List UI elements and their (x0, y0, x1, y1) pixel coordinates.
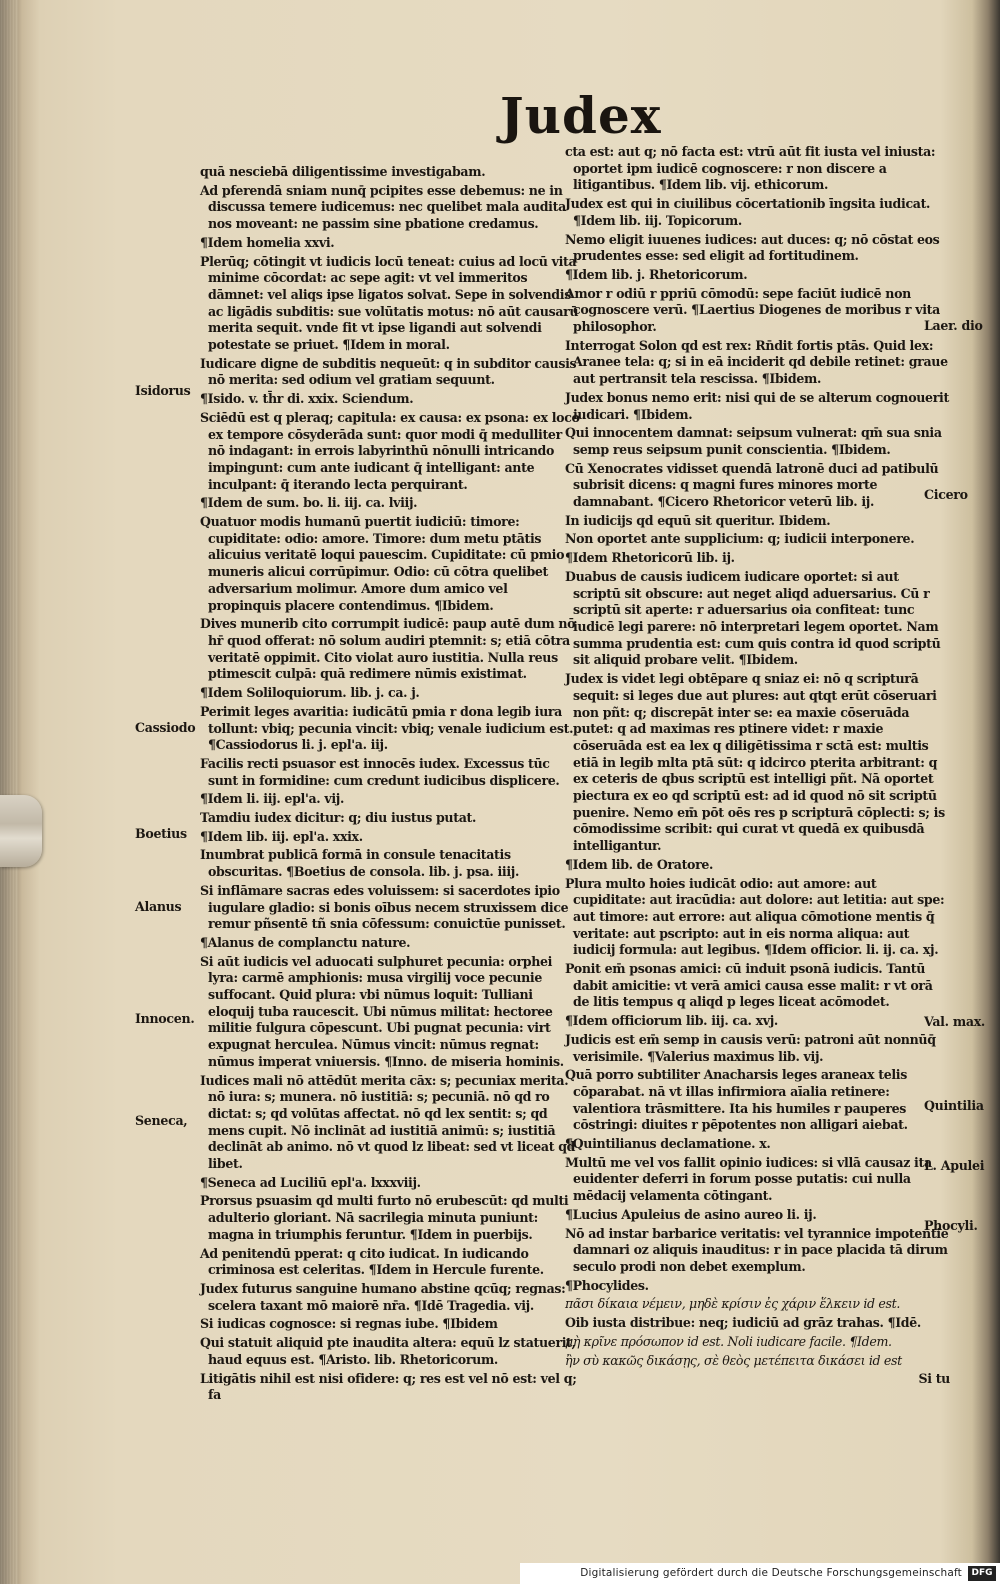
left-paragraph-17: Judex futurus sanguine humano abstine qcūq; regnas: scelera taxant mō maiorē nr̄a. ¶Idē Tragedia. vij. (200, 1281, 566, 1313)
right-paragraph-15: Judicis est em̄ semp in causis verū: patroni aūt nonnūq̄ verisimile. ¶Valerius maximus lib. vij. (565, 1031, 936, 1064)
right-paragraph-3: Nemo eligit iuuenes iudices: aut duces: q; nō cōstat eos prudentes esse: sed eligit ad fortitudinem. (565, 231, 940, 264)
margin-note-boetius: Boetius (135, 826, 187, 841)
right-citation-4: ¶Idem officiorum lib. iij. ca. xvj. (565, 1013, 778, 1029)
left-citation-8: ¶Seneca ad Luciliū epl'a. lxxxviij. (200, 1174, 421, 1190)
left-paragraph-18: Si iudicas cognosce: si regnas iube. ¶Ibidem (200, 1316, 498, 1332)
left-citation-4: ¶Idem Soliloquiorum. lib. j. ca. j. (200, 685, 420, 701)
right-paragraph-1: cta est: aut q; nō facta est: vtrū aūt fit iusta vel iniusta: oportet ipm iudicē cognoscere: r non discere a litigantibus. ¶Idem lib. vij. ethicorum. (565, 144, 936, 193)
right-greek-line-2: μὴ κρῖνε πρόσωπον id est. Noli iudicare facile. ¶Idem. (565, 1333, 892, 1349)
margin-note-cassiodorus: Cassiodo (135, 720, 196, 735)
digitization-footer (520, 1563, 1000, 1584)
right-catchword: Si tu (918, 1371, 950, 1387)
right-paragraph-5: Interrogat Solon qd est rex: Rn̄dit fortis ptās. Quid lex: Aranee tela: q; si in eā inciderit qd debile retinet: graue aut pertransit tela rescissa. ¶Ibidem. (565, 337, 948, 387)
left-paragraph-15: Prorsus psuasim qd multi furto nō erubescūt: qd multi adulterio gloriant. Nā sacrilegia minuta puniunt: magna in triumphis feruntur. ¶Idem in puerbijs. (200, 1193, 569, 1242)
right-paragraph-7: Qui innocentem damnat: seipsum vulnerat: qm̄ sua snia semp reus seipsum punit conscientia. ¶Ibidem. (565, 425, 942, 457)
left-paragraph-6: Quatuor modis humanū puertit iudiciū: timore: cupiditate: odio: amore. Timore: dum metu ptātis alicuius veritatē loqui pauescim. Cupiditate: cū pmio muneris alicui corrūpimur. Odio: cū cōtra quelibet adversarium molimur. Amore dum amico vel propinquis placere contendimus. ¶Ibidem. (200, 514, 565, 613)
margin-note-innocentius: Innocen. (135, 1011, 195, 1026)
left-paragraph-1: quā nesciebā diligentissime investigabam. (200, 164, 486, 179)
left-paragraph-8: Perimit leges avaritia: iudicātū pmia r dona legib iura tollunt: vbiq; pecunia vincit: vbiq; venale iudicium est. ¶Cassiodorus li. j. epl'a. iij. (200, 703, 574, 753)
right-paragraph-13: Plura multo hoies iudicāt odio: aut amore: aut cupiditate: aut iracūdia: aut dolore: aut letitia: aut spe: aut timore: aut errore: aut aliqua cōmotione mentis q̄ veritate: aut pscripto: aut in eis norma aliqua: aut iudicij formula: aut legibus. ¶Idem officior. li. ij. ca. xj. (565, 875, 945, 958)
right-paragraph-4: Amor r odiū r ppriū cōmodū: sepe faciūt iudicē non cognoscere verū. ¶Laertius Diogenes de moribus r vita philosophor. (565, 285, 940, 335)
left-paragraph-4: Iudicare digne de subditis nequeūt: q in subditor causis nō merita: sed odium vel gratiam sequunt. (200, 355, 577, 388)
left-paragraph-2: Ad pferendā sniam nunq̄ pcipites esse debemus: ne in discussa temere iudicemus: nec quelibet mala audita nos moveant: ne passim sine pbatione credamus. (200, 182, 566, 232)
left-paragraph-7: Dives munerib cito corrumpit iudicē: paup autē dum nō hr̄ quod offerat: nō solum audiri ptemnit: s; etiā cōtra veritatē oppimit. Cito violat auro iustitia. Nulla reus ptimescit culpā: quā redimere nūmis existimat. (200, 616, 576, 682)
page-header: Judex (500, 86, 662, 145)
left-paragraph-14: Iudices mali nō attēdūt merita cāx: s; pecuniax merita. nō iura: s; munera. nō iustitiā: s; pecuniā. nō qd ro dictat: s; qd volūtas affectat. nō qd lex sentit: s; qd mens cupit. Nō inclināt ad iustitiā animū: s; iustitiā declināt ab animo. nō vt quod lz libeat: sed vt liceat qd libet. (200, 1072, 576, 1172)
left-citation-2: ¶Isido. v. th̄r di. xxix. Sciendum. (200, 391, 414, 407)
left-paragraph-5: Sciēdū est q pleraq; capitula: ex causa: ex psona: ex loco ex tempore cōsyderāda sunt: quor modi q̄ medulliter nō indagant: in errois labyrinthū nōnulli intricando impingunt: cum ante iudicant q̄ intelligant: ante inculpant: q̄ iterando lecta perquirant. (200, 409, 580, 492)
left-citation-5: ¶Idem li. iij. epl'a. vij. (200, 791, 344, 807)
dfg-logo-icon: DFG (968, 1566, 996, 1581)
margin-note-apuleius: L. Apulei (924, 1158, 985, 1173)
right-citation-2: ¶Idem Rhetoricorū lib. ij. (565, 550, 735, 566)
right-paragraph-14: Ponit em̄ psonas amici: cū induit psonā iudicis. Tantū dabit amicitie: vt verā amici causa esse malit: r vt orā de litis tempus q aliqd p leges liceat acōmodet. (565, 961, 933, 1010)
margin-note-phocylides: Phocyli. (924, 1218, 978, 1233)
right-greek-line-1: πᾶσι δίκαια νέμειν, μηδὲ κρίσιν ἐς χάριν ἕλκειν id est. (565, 1296, 900, 1312)
right-paragraph-2: Judex est qui in ciuilibus cōcertationib īngsita iudicat. ¶Idem lib. iij. Topicorum. (565, 196, 931, 228)
right-greek-line-3: ἢν σὺ κακῶς δικάσῃς, σὲ θεὸς μετέπειτα δικάσει id est (565, 1352, 902, 1368)
left-paragraph-11: Inumbrat publicā formā in consule tenacitatis obscuritas. ¶Boetius de consola. lib. j. psa. iiij. (200, 847, 520, 880)
left-paragraph-13: Si aūt iudicis vel aduocati sulphuret pecunia: orphei lyra: carmē amphionis: musa virgilij voce pecunie suffocant. Quid plura: vbi nūmus loquit: Tulliani eloquij tuba raucescit. Ubi nūmus militat: hectoree militie fulgura cōpescunt. Ubi pugnat pecunia: virt expugnat herculea. Nūmus vincit: nūmus regnat: nūmus imperat vniuersis. ¶Inno. de miseria hominis. (200, 953, 564, 1069)
footer-text: Digitalisierung gefördert durch die Deutsche Forschungsgemeinschaft (580, 1567, 962, 1579)
left-paragraph-16: Ad penitendū pperat: q cito iudicat. In iudicando criminosa est celeritas. ¶Idem in Hercule furente. (200, 1245, 544, 1278)
margin-note-quintilianus: Quintilia (924, 1098, 984, 1113)
left-paragraph-9: Facilis recti psuasor est innocēs iudex. Excessus tūc sunt in formidine: cum credunt iudicibus displicere. (200, 755, 560, 788)
left-paragraph-12: Si inflāmare sacras edes voluissem: si sacerdotes ipio iugulare gladio: si bonis oībus necem struxissem dice remur pñsentē tñ snia cōfessum: conuictūe punisset. (200, 882, 569, 932)
left-citation-1: ¶Idem homelia xxvi. (200, 234, 335, 250)
right-citation-7: ¶Phocylides. (565, 1277, 649, 1293)
right-paragraph-8: Cū Xenocrates vidisset quendā latronē duci ad patibulū subrisit dicens: q magni fures minores morte damnabant. ¶Cicero Rhetoricor veterū lib. ij. (565, 460, 939, 510)
right-citation-6: ¶Lucius Apuleius de asino aureo li. ij. (565, 1206, 817, 1222)
left-citation-6: ¶Idem lib. iij. epl'a. xxix. (200, 828, 363, 844)
right-column (565, 144, 950, 1390)
left-paragraph-20: Litigātis nihil est nisi ofidere: q; res est vel nō est: vel q; fa (200, 1370, 577, 1403)
right-citation-1: ¶Idem lib. j. Rhetoricorum. (565, 266, 748, 282)
right-paragraph-18: Nō ad instar barbarice veritatis: vel tyrannice impotentie damnari oz aliquis inauditus: r in pace placida tā dirum seculo prodi non debet exemplum. (565, 1225, 949, 1274)
left-paragraph-10: Tamdiu iudex dicitur: q; diu iustus putat. (200, 810, 477, 826)
left-paragraph-19: Qui statuit aliquid pte inaudita altera: equū lz statuerit, haud equus est. ¶Aristo. lib. Rhetoricorum. (200, 1335, 576, 1367)
margin-note-laertius: Laer. dio (924, 318, 983, 333)
margin-note-cicero: Cicero (924, 487, 968, 502)
right-paragraph-12: Judex is videt legi obtēpare q sniaz ei: nō q scripturā sequit: si leges due aut plures: aut qtqt erūt cōseruari non pñt: q; discrepāt inter se: ea maxie cōseruāda putet: q ad maximas res ptinere videt: r maxie cōseruāda est ea lex q diligētissima r sctā est: multis etiā in legib mlta ptā sūt: q idcirco pterita arbitrant: q ex ceteris de qbus scriptū est intelligi pñt. Nā oportet piectura ex eo qd scriptū est: ad id quod nō sit scriptū puenire. Nemo em̄ pōt oēs res p scripturā cōplecti: s; is cōmodissime scribit: qui curat vt quedā ex quibusdā intelligantur. (565, 671, 945, 854)
right-paragraph-19: Oib iusta distribue: neq; iudiciū ad grāz trahas. ¶Idē. (565, 1315, 921, 1331)
margin-note-isidorus: Isidorus (135, 383, 191, 398)
right-citation-5: ¶Quintilianus declamatione. x. (565, 1136, 771, 1152)
left-paragraph-3: Plerūq; cōtingit vt iudicis locū teneat: cuius ad locū vita minime cōcordat: ac sepe agit: vt vel immeritos dāmnet: vel aliqs ipse ligatos solvat. Sepe in solvendis ac ligādis subditis: sue volūtatis motus: nō aūt causarū merita sequit. vnde fit vt ipse ligandi aut solvendi potestate se priuet. ¶Idem in moral. (200, 253, 579, 353)
book-clip (0, 795, 42, 867)
right-paragraph-16: Quā porro subtiliter Anacharsis leges araneax telis cōparabat. nā vt illas infirmiora aīalia retinere: valentiora trāsmittere. Ita his humiles r pauperes cōstringi: diuites r pēpotentes non alligari aiebat. (565, 1067, 908, 1133)
left-citation-3: ¶Idem de sum. bo. li. iij. ca. lviij. (200, 495, 418, 511)
margin-note-seneca: Seneca, (135, 1113, 188, 1128)
left-citation-7: ¶Alanus de complanctu nature. (200, 934, 411, 950)
right-paragraph-6: Judex bonus nemo erit: nisi qui de se alterum cognouerit iudicari. ¶Ibidem. (565, 389, 949, 422)
margin-note-valerius: Val. max. (924, 1014, 986, 1029)
right-paragraph-11: Duabus de causis iudicem iudicare oportet: si aut scriptū sit obscure: aut neget aliqd aduersarius. Cū r scriptū sit aperte: r aduersarius oia confiteat: tunc iudicē legi parere: nō interpretari legem oportet. Nam summa prudentia est: cum quis contra id quod scriptū sit aliquid probare velit. ¶Ibidem. (565, 568, 941, 668)
margin-note-alanus: Alanus (135, 899, 182, 914)
left-column (200, 164, 580, 1406)
right-paragraph-17: Multū me vel vos fallit opinio iudices: si vllā causaz ita euidenter deferri in forum posse putatis: cui nulla mēdacij velamenta cōtingant. (565, 1154, 932, 1204)
right-paragraph-10: Non oportet ante supplicium: q; iudicii interponere. (565, 531, 915, 547)
right-citation-3: ¶Idem lib. de Oratore. (565, 856, 714, 872)
right-paragraph-9: In iudicijs qd equū sit queritur. Ibidem. (565, 512, 831, 528)
page-edge-stack (0, 0, 18, 1584)
